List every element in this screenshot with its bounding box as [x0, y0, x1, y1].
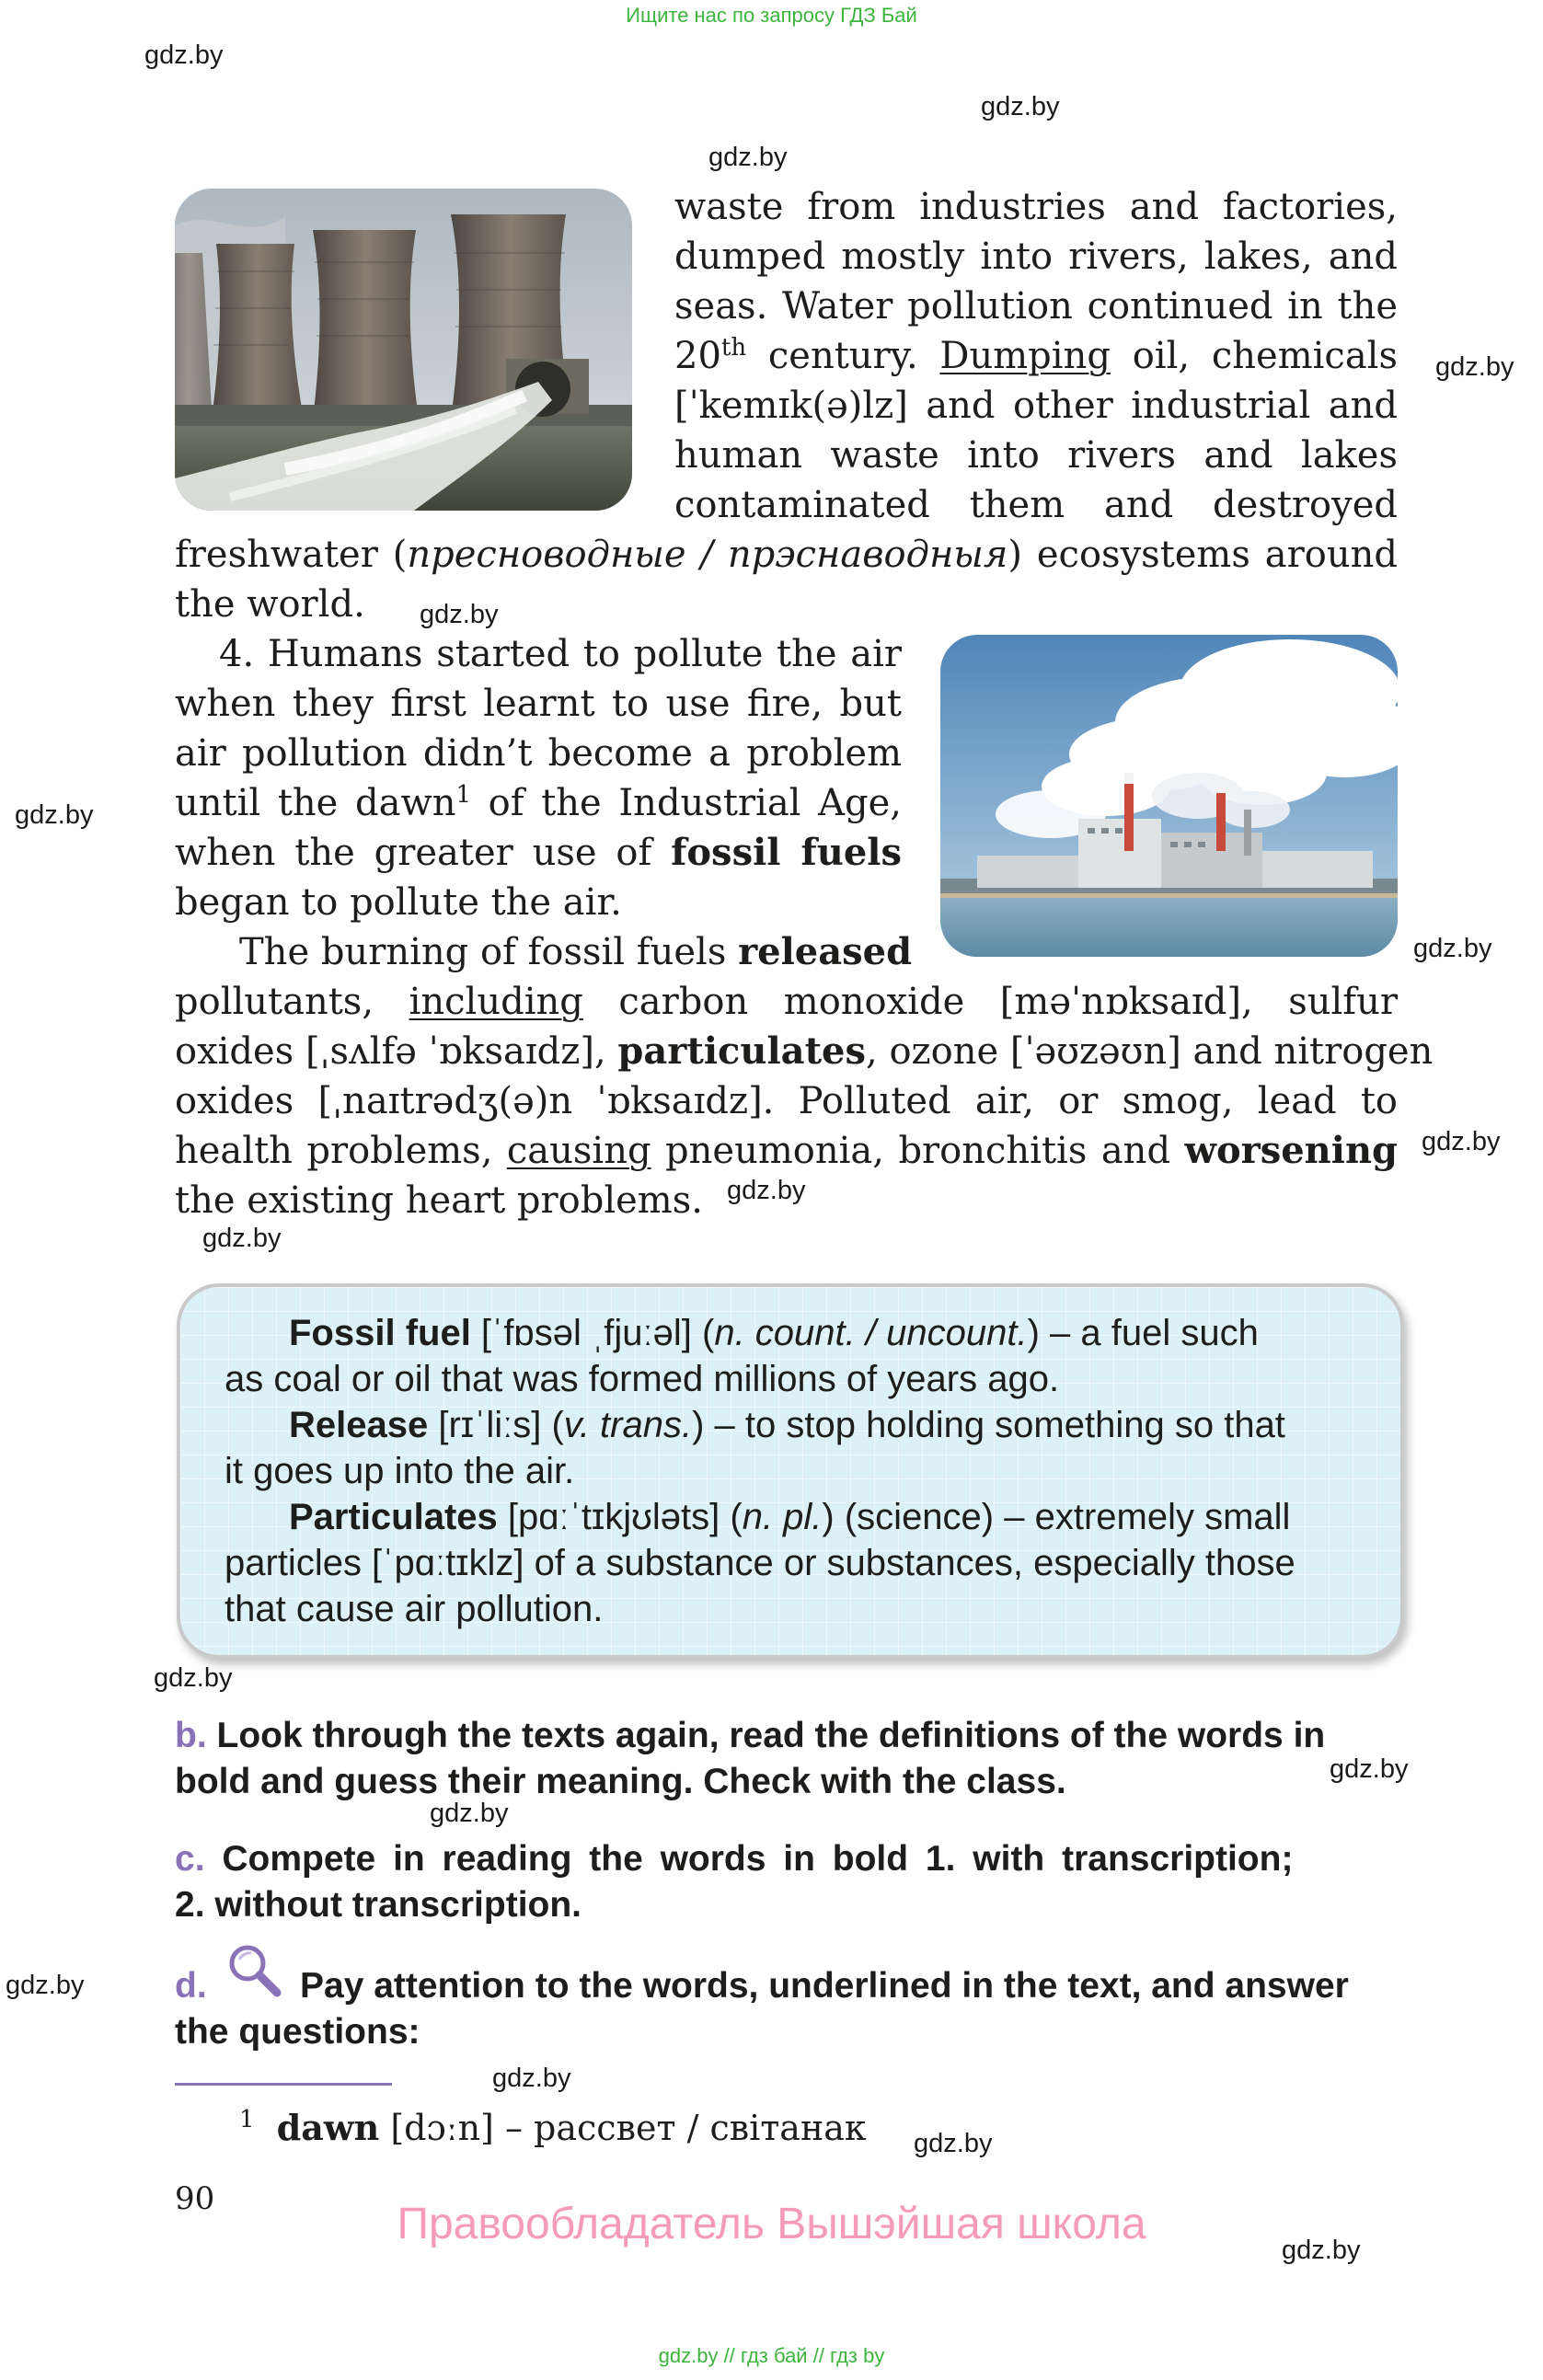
glossary-line: as coal or oil that was formed millions of years ago.	[225, 1359, 1060, 1399]
text-line: 20th century. Dumping oil, chemicals	[674, 334, 1398, 377]
text-line: dumped mostly into rivers, lakes, and	[674, 236, 1398, 278]
footnote: $^1$ dawn [dɔːn] – рассвет / світанак	[239, 2106, 867, 2148]
watermark: gdz.by	[914, 2129, 993, 2158]
text-line: when the greater use of fossil fuels	[175, 831, 902, 874]
cooling-towers-illustration	[175, 189, 632, 511]
watermark: gdz.by	[492, 2064, 571, 2093]
text-line: began to pollute the air.	[175, 881, 622, 924]
text-line: contaminated them and destroyed	[674, 484, 1398, 526]
underlined-word: causing	[506, 1130, 651, 1172]
task-c-line2: 2. without transcription.	[175, 1885, 582, 1925]
text-line: health problems, causing pneumonia, bronchitis and worsening	[175, 1129, 1398, 1172]
footnote-divider	[175, 2083, 392, 2086]
watermark: gdz.by	[1435, 352, 1514, 382]
text-line: oxides [ˌnaɪtrədʒ(ə)n ˈɒksaɪdz]. Polluted air, or smog, lead to	[175, 1080, 1398, 1122]
watermark: gdz.by	[420, 600, 499, 629]
glossary-term: Release	[289, 1405, 429, 1445]
bold-term: worsening	[1184, 1129, 1398, 1172]
watermark: gdz.by	[15, 800, 94, 830]
task-d	[175, 1963, 207, 2009]
text-line: when they first learnt to use fire, but	[175, 683, 902, 725]
power-plant-illustration	[940, 635, 1398, 957]
task-letter: c.	[175, 1839, 205, 1879]
watermark: gdz.by	[708, 143, 788, 172]
text-line: air pollution didn’t become a problem	[175, 732, 902, 775]
text-line: The burning of fossil fuels released	[239, 930, 913, 973]
glossary-line: Particulates [pɑːˈtɪkjʊləts] (n. pl.) (science) – extremely small	[289, 1497, 1291, 1537]
text-line: the world.	[175, 583, 365, 626]
watermark: gdz.by	[1330, 1754, 1409, 1784]
text-line: 4. Humans started to pollute the air	[219, 633, 902, 675]
task-b-line2: bold and guess their meaning. Check with the class.	[175, 1762, 1066, 1801]
cooling-towers-photo	[175, 189, 632, 511]
glossary-term: Particulates	[289, 1497, 498, 1537]
watermark: gdz.by	[144, 40, 224, 70]
watermark: gdz.by	[430, 1799, 509, 1828]
bold-term: released	[738, 930, 913, 973]
watermark: gdz.by	[1413, 934, 1492, 963]
page-number: 90	[175, 2180, 215, 2217]
bottom-note: gdz.by // гдз бай // гдз by	[658, 2344, 885, 2367]
text-line: the existing heart problems.	[175, 1179, 703, 1222]
watermark: gdz.by	[154, 1663, 233, 1693]
bold-term: fossil fuels	[671, 831, 902, 874]
glossary-line: that cause air pollution.	[225, 1589, 604, 1629]
glossary-term: Fossil fuel	[289, 1313, 471, 1353]
text-line: pollutants, including carbon monoxide [məˈnɒksaɪd], sulfur	[175, 981, 1398, 1023]
bold-term: particulates	[617, 1029, 867, 1073]
text-line: until the dawn$^1$ of the Industrial Age,	[175, 781, 903, 824]
copyright-owner: Правообладатель Вышэйшая школа	[397, 2200, 1146, 2248]
task-d-line1: Pay attention to the words, underlined in the text, and answer	[300, 1966, 1349, 2006]
task-b: b. Look through the texts again, read the definitions of the words in	[175, 1716, 1326, 1755]
text-line: human waste into rivers and lakes	[674, 434, 1398, 477]
text-line: waste from industries and factories,	[674, 186, 1398, 228]
watermark: gdz.by	[202, 1224, 282, 1253]
power-plant-photo	[940, 635, 1398, 957]
task-letter: b.	[175, 1716, 207, 1755]
text-line: [ˈkemɪk(ə)lz] and other industrial and	[674, 385, 1398, 427]
glossary-line: Fossil fuel [ˈfɒsəl ˌfjuːəl] (n. count. / uncount.) – a fuel such	[289, 1313, 1259, 1353]
watermark: gdz.by	[1282, 2236, 1361, 2265]
task-c: c. Compete in reading the words in bold 1. with transcription;	[175, 1839, 1294, 1879]
watermark: gdz.by	[727, 1176, 806, 1205]
watermark: gdz.by	[981, 92, 1060, 121]
text-line: seas. Water pollution continued in the	[674, 285, 1398, 328]
watermark: gdz.by	[1422, 1127, 1501, 1156]
task-letter: d.	[175, 1966, 207, 2006]
glossary-line: Release [rɪˈliːs] (v. trans.) – to stop holding something so that	[289, 1405, 1285, 1445]
underlined-word: including	[409, 981, 583, 1023]
text-line: freshwater (пресноводные / прэснаводныя) ecosystems around	[175, 534, 1398, 576]
glossary-line: it goes up into the air.	[225, 1451, 575, 1491]
watermark: gdz.by	[6, 1971, 85, 2000]
text-line: oxides [ˌsʌlfə ˈɒksaɪdz], particulates, ozone [ˈəʊzəʊn] and nitrogen	[175, 1029, 1434, 1073]
magnifier-icon	[225, 1941, 284, 2000]
top-note: Ищите нас по запросу ГДЗ Бай	[626, 4, 917, 27]
underlined-word: Dumping	[939, 335, 1111, 377]
task-d-line2: the questions:	[175, 2012, 420, 2052]
glossary-line: particles [ˈpɑːtɪklz] of a substance or substances, especially those	[225, 1543, 1295, 1583]
